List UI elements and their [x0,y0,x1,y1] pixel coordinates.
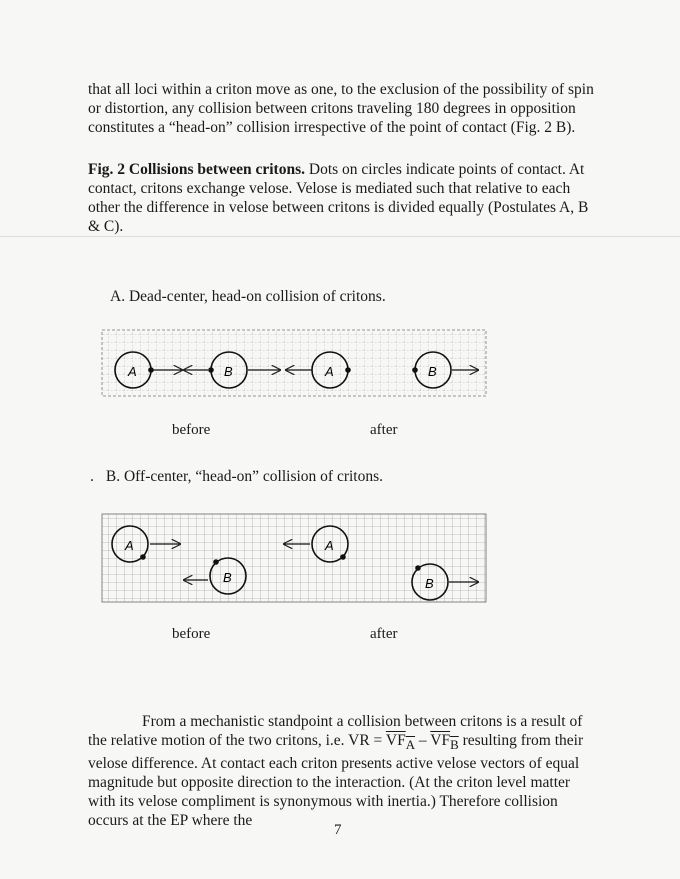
criton-label: B [428,364,437,379]
para2-part2: resulting from their velose difference. At contact each criton presents active velose vectors of equal magnitude but opposite direction to the interaction. (At the criton level matter with its velose compliment is synonymous with inertia.) Therefore collision occurs at the EP where the [88,732,584,830]
criton-label: A [128,364,137,379]
figure-caption [88,160,598,236]
section-a-heading: A. Dead-center, head-on collision of critons. [110,288,386,305]
body-paragraph-2 [88,712,598,830]
criton-label: B [223,570,232,585]
velose-vector-b [430,732,459,753]
criton-label: B [224,364,233,379]
section-b-heading [90,468,383,486]
velose-vector-a [385,732,416,753]
criton-label: A [125,538,134,553]
figure-b-before-label: before [172,626,211,642]
figure-a-before-label: before [172,422,211,438]
para2-part1: From a mechanistic standpoint a collision between critons is a result of the relative motion of the two critons, i.e. VR = [88,713,583,749]
vf-symbol: VF [430,732,451,749]
criton-label: A [325,538,334,553]
figure-caption-title: Fig. 2 Collisions between critons. [88,161,305,178]
figure-b-diagram [100,510,488,606]
figure-a-diagram [100,326,488,400]
figure-a-after-label: after [370,422,398,438]
vf-symbol: VF [385,732,406,749]
scan-dot: . [90,468,94,485]
subscript-b: B [450,737,459,753]
section-b-heading-text: B. Off-center, “head-on” collision of critons. [105,468,384,485]
subscript-a: A [405,737,416,753]
minus-sign: – [415,732,431,749]
scan-artifact-line [0,236,680,237]
body-paragraph-1: that all loci within a criton move as one, to the exclusion of the possibility of spin or distortion, any collision between critons traveling 180 degrees in opposition constitutes a “head-on” collision irrespective of the point of contact (Fig. 2 B). [88,81,594,136]
criton-label: A [325,364,334,379]
criton-label: B [425,576,434,591]
page-number: 7 [334,822,342,838]
figure-b-after-label: after [370,626,398,642]
figure-caption-text: Dots on circles indicate points of contact. At contact, critons exchange velose. Velose is mediated such that relative to each other the difference in velose between critons is divided equally (Postulates A, B & C). [88,161,589,235]
